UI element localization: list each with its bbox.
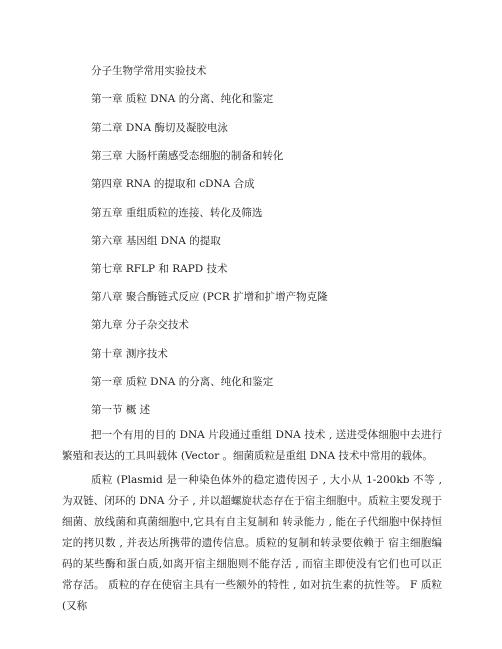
toc-item-7: 第七章 RFLP 和 RAPD 技术 <box>91 263 228 275</box>
body-paragraph-1: 把一个有用的目的 DNA 片段通过重组 DNA 技术 , 送进受体细胞中去进行繁殖和表达的工具叫载体 (Vector 。细菌质粒是重组 DNA 技术中常用的载体。 <box>62 429 442 462</box>
toc-item-4: 第四章 RNA 的提取和 cDNA 合成 <box>91 178 255 190</box>
toc-item-9: 第九章 分子杂交技术 <box>91 319 189 331</box>
chapter-heading: 第一章 质粒 DNA 的分离、纯化和鉴定 <box>91 376 274 388</box>
section-heading: 第一节 概 述 <box>91 404 151 416</box>
body-paragraph-2: 质粒 (Plasmid 是一种染色体外的稳定遗传因子 , 大小从 1-200kb 不等 , 为双链、闭环的 DNA 分子 , 并以超螺旋状态存在于宿主细胞中。质粒主要发现于细菌、放线菌和真菌细胞中,它具有自主复制和 转录能力 , 能在子代细胞中保持恒定的拷贝数 , 并表达所携带的遗传信息。质粒的复制和转录要依赖于 宿主细胞编码的某些酶和蛋白质,如离开宿主细胞则不能存活 , 而宿主即使没有它们也可以正常存活。 质粒的存在使宿主具有一些额外的特性 , 如对抗生素的抗性等。 F 质粒 (又称 <box>62 474 442 612</box>
toc-item-2: 第二章 DNA 酶切及凝胶电泳 <box>91 122 228 134</box>
toc-item-8: 第八章 聚合酶链式反应 (PCR 扩增和扩增产物克隆 <box>91 291 328 303</box>
toc-item-1: 第一章 质粒 DNA 的分离、纯化和鉴定 <box>91 93 274 105</box>
toc-item-6: 第六章 基因组 DNA 的提取 <box>91 235 221 247</box>
toc-item-10: 第十章 测序技术 <box>91 348 168 360</box>
toc-item-3: 第三章 大肠杆菌感受态细胞的制备和转化 <box>91 150 284 162</box>
document-title: 分子生物学常用实验技术 <box>91 65 207 77</box>
toc-item-5: 第五章 重组质粒的连接、转化及筛选 <box>91 207 263 219</box>
